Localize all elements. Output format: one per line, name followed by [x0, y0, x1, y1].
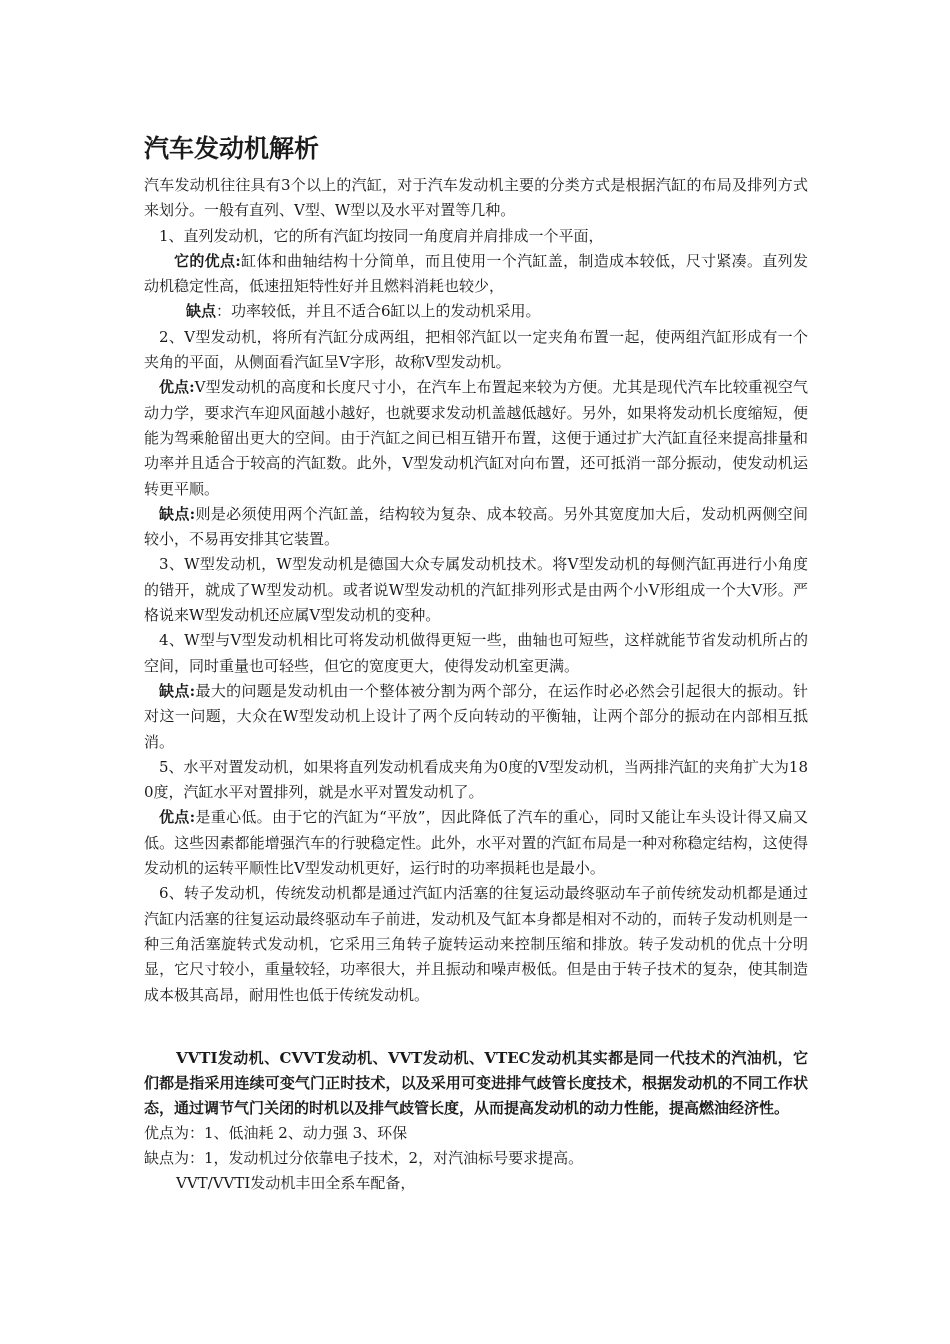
- cons-text: 则是必须使用两个汽缸盖，结构较为复杂、成本较高。另外其宽度加大后，发动机两侧空间较小，不易再安排其它装置。: [144, 504, 808, 549]
- cons-text: 最大的问题是发动机由一个整体被分割为两个部分，在运作时必必然会引起很大的振动。针对这一问题，大众在W型发动机上设计了两个反向转动的平衡轴，让两个部分的振动在内部相互抵消。: [144, 681, 808, 751]
- section-3-paragraph: 3、W型发动机，W型发动机是德国大众专属发动机技术。将V型发动机的每侧汽缸再进行小角度的错开，就成了W型发动机。或者说W型发动机的汽缸排列形式是由两个小V形组成一个大V形。严格说来W型发动机还应属V型发动机的变种。: [144, 555, 808, 625]
- cons-label: 缺点:: [159, 681, 196, 700]
- vvt-cons: 缺点为：1，发动机过分依靠电子技术，2，对汽油标号要求提高。: [144, 1149, 584, 1167]
- document-body: [144, 173, 808, 1008]
- vvt-section: [144, 1046, 808, 1196]
- cons-label: 缺点:: [159, 504, 196, 523]
- section-4-cons: [144, 679, 808, 755]
- section-5-paragraph: 5、水平对置发动机，如果将直列发动机看成夹角为0度的V型发动机，当两排汽缸的夹角扩大为180度，汽缸水平对置排列，就是水平对置发动机了。: [144, 757, 809, 802]
- section-1-cons: [144, 299, 808, 324]
- pros-text: 缸体和曲轴结构十分简单，而且使用一个汽缸盖，制造成本较低，尺寸紧凑。直列发动机稳定性高，低速扭矩特性好并且燃料消耗也较少，: [144, 251, 808, 296]
- pros-label: 优点:: [159, 378, 195, 397]
- pros-label: 优点:: [159, 808, 196, 827]
- vvt-bold-paragraph: VVTI发动机、CVVT发动机、VVT发动机、VTEC发动机其实都是同一代技术的汽油机，它们都是指采用连续可变气门正时技术，以及采用可变进排气歧管长度技术，根据发动机的不同工作状态，通过调节气门关闭的时机以及排气歧管长度，从而提高发动机的动力性能，提高燃油经济性。: [144, 1049, 808, 1117]
- section-2-heading: 2、V型发动机，将所有汽缸分成两组，把相邻汽缸以一定夹角布置一起，使两组汽缸形成有一个夹角的平面，从侧面看汽缸呈V字形，故称V型发动机。: [144, 327, 808, 372]
- vvt-pros: 优点为：1、低油耗 2、动力强 3、环保: [144, 1124, 408, 1142]
- section-1-pros: [144, 249, 808, 300]
- pros-text: 是重心低。由于它的汽缸为“平放”，因此降低了汽车的重心，同时又能让车头设计得又扁又低。这些因素都能增强汽车的行驶稳定性。此外，水平对置的汽缸布局是一种对称稳定结构，这使得发动机的运转平顺性比V型发动机更好，运行时的功率损耗也是最小。: [144, 808, 808, 878]
- section-1-heading: 1、直列发动机，它的所有汽缸均按同一角度肩并肩排成一个平面，: [159, 226, 604, 245]
- pros-text: V型发动机的高度和长度尺寸小，在汽车上布置起来较为方便。尤其是现代汽车比较重视空气动力学，要求汽车迎风面越小越好，也就要求发动机盖越低越好。另外，如果将发动机长度缩短，便能为驾乘舱留出更大的空间。由于汽缸之间已相互错开布置，这便于通过扩大汽缸直径来提高排量和功率并且适合于较高的汽缸数。此外，V型发动机汽缸对向布置，还可抵消一部分振动，使发动机运转更平顺。: [144, 378, 808, 498]
- section-6-paragraph: 6、转子发动机，传统发动机都是通过汽缸内活塞的往复运动最终驱动车子前传统发动机都是通过汽缸内活塞的往复运动最终驱动车子前进，发动机及气缸本身都是相对不动的，而转子发动机则是一种三角活塞旋转式发动机，它采用三角转子旋转运动来控制压缩和排放。转子发动机的优点十分明显，它尺寸较小，重量较轻，功率很大，并且振动和噪声极低。但是由于转子技术的复杂，使其制造成本极其高昂，耐用性也低于传统发动机。: [144, 884, 808, 1004]
- section-4-paragraph: 4、W型与V型发动机相比可将发动机做得更短一些，曲轴也可短些，这样就能节省发动机所占的空间，同时重量也可轻些，但它的宽度更大，使得发动机室更满。: [144, 631, 808, 675]
- cons-text: ：功率较低，并且不适合6缸以上的发动机采用。: [216, 302, 541, 321]
- page-title: 汽车发动机解析: [144, 134, 320, 163]
- cons-label: 缺点: [186, 302, 217, 321]
- intro-paragraph: 汽车发动机往往具有3个以上的汽缸，对于汽车发动机主要的分类方式是根据汽缸的布局及排列方式来划分。一般有直列、V型、W型以及水平对置等几种。: [144, 176, 808, 220]
- section-2-pros: [144, 375, 808, 501]
- vvt-toyota-note: VVT/VVTI发动机丰田全系车配备，: [176, 1174, 416, 1192]
- pros-label: 它的优点:: [174, 251, 241, 270]
- section-5-pros: [144, 805, 808, 881]
- section-2-cons: [144, 502, 808, 553]
